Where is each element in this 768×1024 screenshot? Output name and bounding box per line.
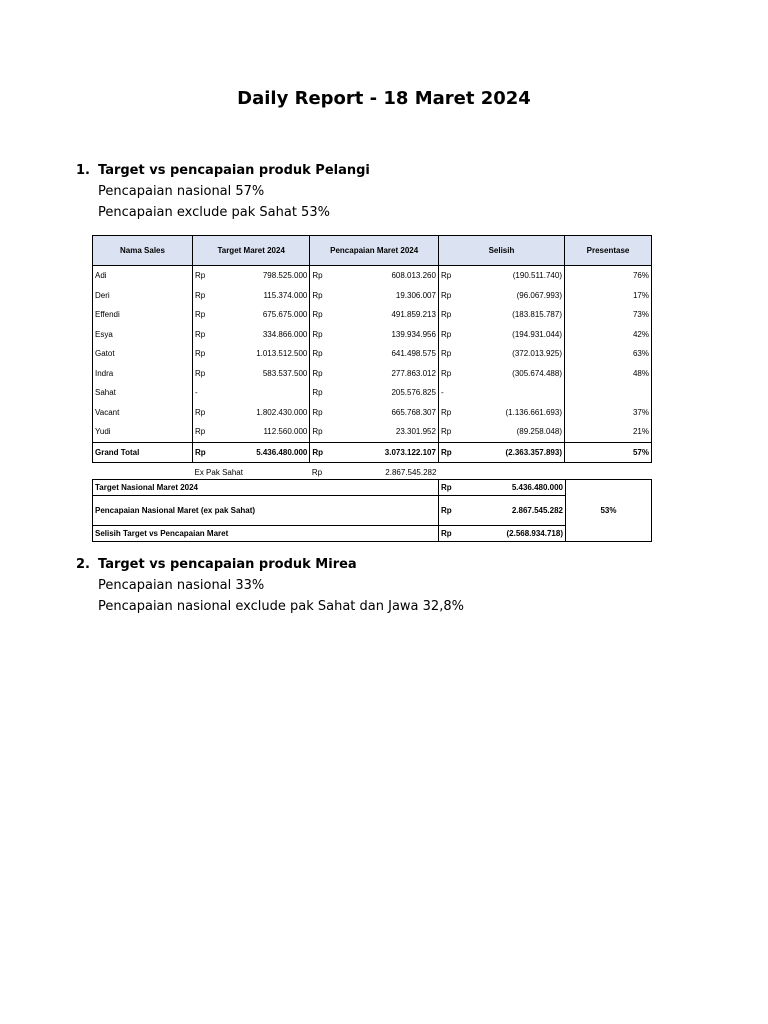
pencapaian-currency: Rp xyxy=(312,271,323,281)
target-value: 115.374.000 xyxy=(219,286,310,306)
target-currency: Rp xyxy=(195,368,206,378)
section-pelangi xyxy=(76,161,370,223)
pencapaian-value: 205.576.825 xyxy=(336,383,438,403)
presentase-value: 37% xyxy=(565,403,652,423)
selisih-currency: Rp xyxy=(440,271,452,281)
summary-currency: Rp xyxy=(441,529,452,538)
summary-label: Target Nasional Maret 2024 xyxy=(93,480,439,496)
section-heading xyxy=(76,555,464,575)
selisih-currency: Rp xyxy=(440,427,452,437)
pencapaian-currency: Rp xyxy=(312,407,323,417)
selisih-currency: - xyxy=(440,388,444,398)
pencapaian-currency: Rp xyxy=(312,329,323,339)
selisih-value: (1.136.661.693) xyxy=(465,403,565,423)
presentase-value: 42% xyxy=(565,325,652,345)
target-value: 798.525.000 xyxy=(219,266,310,286)
presentase-value: 73% xyxy=(565,305,652,325)
sales-table xyxy=(92,235,652,482)
ex-pak-sahat-value: 2.867.545.282 xyxy=(385,468,437,477)
section-heading xyxy=(76,161,370,181)
presentase-value: 48% xyxy=(565,364,652,384)
target-currency: Rp xyxy=(195,290,206,300)
presentase-value: 57% xyxy=(565,442,652,463)
selisih-currency: Rp xyxy=(440,329,452,339)
summary-percentage: 53% xyxy=(566,480,652,542)
sales-name: Adi xyxy=(93,266,193,286)
section-number: 2. xyxy=(76,557,90,572)
target-currency: Rp xyxy=(195,329,206,339)
pencapaian-currency: Rp xyxy=(312,368,323,378)
target-value: 334.866.000 xyxy=(219,325,310,345)
sales-name: Yudi xyxy=(93,422,193,442)
summary-value: 5.436.480.000 xyxy=(473,480,566,496)
selisih-value: (2.363.357.893) xyxy=(465,442,565,463)
pencapaian-value: 608.013.260 xyxy=(336,266,438,286)
summary-currency: Rp xyxy=(439,480,474,496)
pencapaian-currency: Rp xyxy=(312,388,323,398)
target-value xyxy=(219,383,310,403)
pencapaian-currency: Rp xyxy=(312,349,323,359)
target-value: 1.802.430.000 xyxy=(219,403,310,423)
presentase-value: 21% xyxy=(565,422,652,442)
header-presentase: Presentase xyxy=(565,236,652,266)
target-currency: Rp xyxy=(195,310,206,320)
selisih-value: (96.067.993) xyxy=(465,286,565,306)
selisih-value: (194.931.044) xyxy=(465,325,565,345)
selisih-currency: Rp xyxy=(440,310,452,320)
section-line: Pencapaian nasional 33% xyxy=(98,578,265,593)
header-selisih: Selisih xyxy=(438,236,564,266)
ex-pak-sahat-label: Ex Pak Sahat xyxy=(194,468,243,477)
pencapaian-currency: Rp xyxy=(312,310,323,320)
pencapaian-currency: Rp xyxy=(312,290,323,300)
grand-total-row xyxy=(93,442,652,463)
target-currency: Rp xyxy=(195,271,206,281)
presentase-value: 76% xyxy=(565,266,652,286)
selisih-value: (183.815.787) xyxy=(465,305,565,325)
section-line: Pencapaian exclude pak Sahat 53% xyxy=(98,205,330,220)
selisih-currency: Rp xyxy=(440,290,452,300)
section-number: 1. xyxy=(76,163,90,178)
target-currency: Rp xyxy=(193,442,220,463)
summary-label: Pencapaian Nasional Maret (ex pak Sahat) xyxy=(93,496,439,526)
pencapaian-value: 277.863.012 xyxy=(336,364,438,384)
pencapaian-value: 19.306.007 xyxy=(336,286,438,306)
sales-name: Sahat xyxy=(93,383,193,403)
table-header-row xyxy=(93,236,652,266)
target-value: 675.675.000 xyxy=(219,305,310,325)
target-currency: Rp xyxy=(195,407,206,417)
selisih-currency: Rp xyxy=(438,442,465,463)
summary-label: Selisih Target vs Pencapaian Maret xyxy=(93,526,439,542)
pencapaian-value: 3.073.122.107 xyxy=(336,442,438,463)
sales-name: Effendi xyxy=(93,305,193,325)
pencapaian-value: 665.768.307 xyxy=(336,403,438,423)
header-nama-sales: Nama Sales xyxy=(93,236,193,266)
selisih-value: (89.258.048) xyxy=(465,422,565,442)
selisih-value: (305.674.488) xyxy=(465,364,565,384)
section-title: Target vs pencapaian produk Pelangi xyxy=(98,163,370,178)
presentase-value: 17% xyxy=(565,286,652,306)
table-row xyxy=(93,344,652,364)
sales-name: Grand Total xyxy=(93,442,193,463)
section-mirea xyxy=(76,555,464,617)
section-line: Pencapaian nasional 57% xyxy=(98,184,265,199)
pencapaian-currency: Rp xyxy=(310,442,337,463)
summary-row xyxy=(93,480,652,496)
target-currency: - xyxy=(195,388,198,398)
selisih-currency: Rp xyxy=(440,368,452,378)
presentase-value xyxy=(565,383,652,403)
summary-value: 2.867.545.282 xyxy=(473,496,566,526)
target-currency: Rp xyxy=(195,427,206,437)
sales-name: Gatot xyxy=(93,344,193,364)
pencapaian-value: 23.301.952 xyxy=(336,422,438,442)
page-title: Daily Report - 18 Maret 2024 xyxy=(237,88,531,109)
target-value: 5.436.480.000 xyxy=(219,442,310,463)
selisih-value xyxy=(465,383,565,403)
sales-name: Vacant xyxy=(93,403,193,423)
pencapaian-currency: Rp xyxy=(312,427,323,437)
sales-name: Indra xyxy=(93,364,193,384)
ex-pak-sahat-currency: Rp xyxy=(311,468,323,477)
target-value: 583.537.500 xyxy=(219,364,310,384)
table-row xyxy=(93,422,652,442)
header-target: Target Maret 2024 xyxy=(193,236,310,266)
selisih-currency: Rp xyxy=(440,349,452,359)
target-currency: Rp xyxy=(195,349,206,359)
summary-table xyxy=(92,479,652,542)
presentase-value: 63% xyxy=(565,344,652,364)
summary-currency: Rp xyxy=(439,496,474,526)
selisih-currency: Rp xyxy=(440,407,452,417)
pencapaian-value: 139.934.956 xyxy=(336,325,438,345)
selisih-value: (190.511.740) xyxy=(465,266,565,286)
sales-name: Esya xyxy=(93,325,193,345)
section-line: Pencapaian nasional exclude pak Sahat dan Jawa 32,8% xyxy=(98,599,464,614)
table-row xyxy=(93,325,652,345)
section-title: Target vs pencapaian produk Mirea xyxy=(98,557,357,572)
target-value: 1.013.512.500 xyxy=(219,344,310,364)
target-value: 112.560.000 xyxy=(219,422,310,442)
table-row xyxy=(93,403,652,423)
sales-name: Deri xyxy=(93,286,193,306)
pencapaian-value: 641.498.575 xyxy=(336,344,438,364)
table-row xyxy=(93,305,652,325)
summary-value: (2.568.934.718) xyxy=(473,526,566,542)
header-pencapaian: Pencapaian Maret 2024 xyxy=(310,236,439,266)
table-row xyxy=(93,383,652,403)
table-row xyxy=(93,364,652,384)
table-row xyxy=(93,286,652,306)
selisih-value: (372.013.925) xyxy=(465,344,565,364)
table-row xyxy=(93,266,652,286)
pencapaian-value: 491.859.213 xyxy=(336,305,438,325)
